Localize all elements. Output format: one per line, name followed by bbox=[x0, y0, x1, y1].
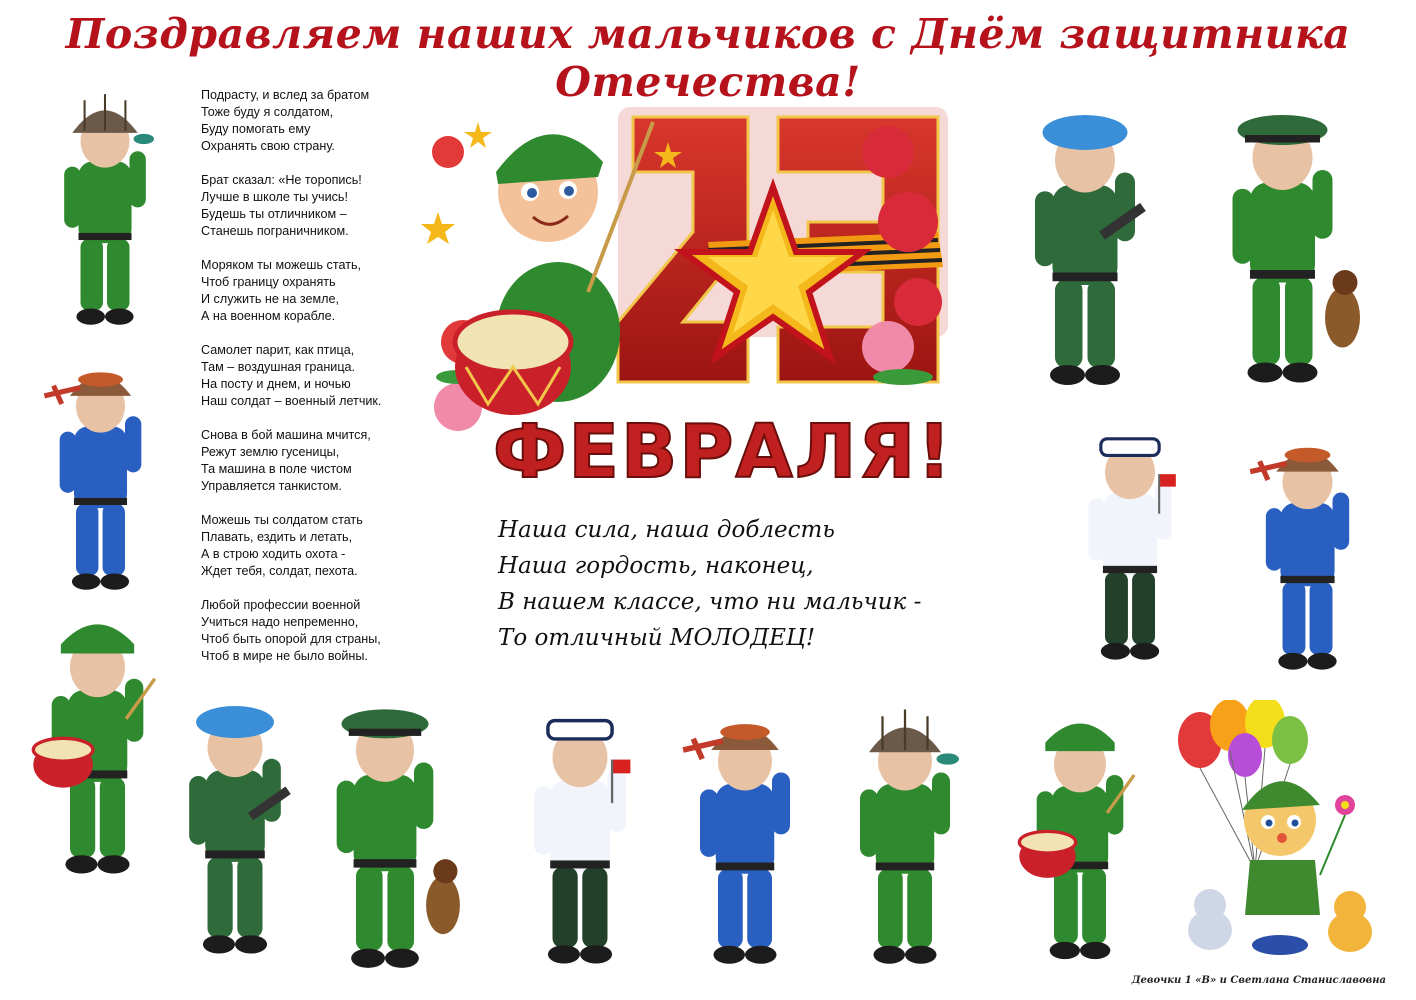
poem-line: Чтоб границу охранять bbox=[201, 275, 336, 289]
poem-line: Подрасту, и вслед за братом bbox=[201, 88, 370, 102]
poem-line: Режут землю гусеницы, bbox=[201, 445, 340, 459]
poem-stanza bbox=[201, 87, 416, 155]
quatrain-line: То отличный МОЛОДЕЦ! bbox=[498, 625, 816, 651]
poem-line: Брат сказал: «Не торопись! bbox=[201, 173, 362, 187]
poem-line: А на военном корабле. bbox=[201, 309, 336, 323]
poem-stanza bbox=[201, 172, 416, 240]
class-quatrain bbox=[498, 512, 921, 656]
poem-line: Будешь ты отличником – bbox=[201, 207, 347, 221]
drummer-figure-icon bbox=[1000, 710, 1160, 970]
poem bbox=[201, 87, 416, 682]
border-guard-figure-icon bbox=[1190, 95, 1375, 395]
poem-stanza bbox=[201, 342, 416, 410]
poem-line: Тоже буду я солдатом, bbox=[201, 105, 334, 119]
page-title: Поздравляем наших мальчиков с Днём защитника Отечества! bbox=[65, 10, 1351, 106]
quatrain-line: В нашем классе, что ни мальчик - bbox=[498, 589, 922, 615]
tankist-figure-icon bbox=[830, 705, 980, 975]
poem-line: Любой профессии военной bbox=[201, 598, 361, 612]
poem-line: Моряком ты можешь стать, bbox=[201, 258, 362, 272]
poem-line: Снова в бой машина мчится, bbox=[201, 428, 371, 442]
poem-line: Лучше в школе ты учись! bbox=[201, 190, 348, 204]
poem-line: Та машина в поле чистом bbox=[201, 462, 352, 476]
poem-line: Управляется танкистом. bbox=[201, 479, 342, 493]
poem-line: Самолет парит, как птица, bbox=[201, 343, 355, 357]
credit-line: Девочки 1 «В» и Светлана Станиславовна bbox=[1131, 975, 1386, 986]
poem-line: На посту и днем, и ночью bbox=[201, 377, 351, 391]
poem-line: Там – воздушная граница. bbox=[201, 360, 356, 374]
paratrooper-figure-icon bbox=[165, 690, 305, 965]
poem-line: Станешь пограничником. bbox=[201, 224, 349, 238]
poem-stanza bbox=[201, 257, 416, 325]
poem-stanza bbox=[201, 597, 416, 665]
poem-line: Чтоб в мире не было войны. bbox=[201, 649, 368, 663]
quatrain-line: Наша гордость, наконец, bbox=[498, 553, 814, 579]
mascot-with-balloons bbox=[1170, 700, 1400, 970]
poem-stanza bbox=[201, 427, 416, 495]
pilot-figure-icon bbox=[1215, 430, 1400, 680]
pilot-figure-icon bbox=[18, 355, 183, 600]
poem-line: Буду помогать ему bbox=[201, 122, 311, 136]
poem-line: И служить не на земле, bbox=[201, 292, 339, 306]
pilot-figure-icon bbox=[655, 705, 835, 975]
tankist-figure-icon bbox=[25, 90, 185, 335]
sailor-figure-icon bbox=[1040, 420, 1220, 670]
poem-line: Плавать, ездить и летать, bbox=[201, 530, 353, 544]
drummer-figure-icon bbox=[5, 610, 190, 885]
poem-line: Чтоб быть опорой для страны, bbox=[201, 632, 381, 646]
quatrain-line: Наша сила, наша доблесть bbox=[498, 517, 835, 543]
paratrooper-figure-icon bbox=[1010, 90, 1160, 405]
poem-line: Можешь ты солдатом стать bbox=[201, 513, 363, 527]
poem-stanza bbox=[201, 512, 416, 580]
svg-text:ФЕВРАЛЯ!: ФЕВРАЛЯ! bbox=[492, 409, 954, 492]
balloons-mascot-icon bbox=[1170, 700, 1400, 970]
sailor-figure-icon bbox=[490, 700, 670, 975]
poem-line: Наш солдат – военный летчик. bbox=[201, 394, 382, 408]
poem-line: Учиться надо непременно, bbox=[201, 615, 359, 629]
poem-line: А в строю ходить охота - bbox=[201, 547, 346, 561]
poem-line: Охранять свою страну. bbox=[201, 139, 335, 153]
poem-line: Ждет тебя, солдат, пехота. bbox=[201, 564, 358, 578]
border-guard-figure-icon bbox=[300, 690, 470, 980]
february-23-poster bbox=[418, 92, 958, 492]
poster-art-icon bbox=[418, 92, 958, 492]
